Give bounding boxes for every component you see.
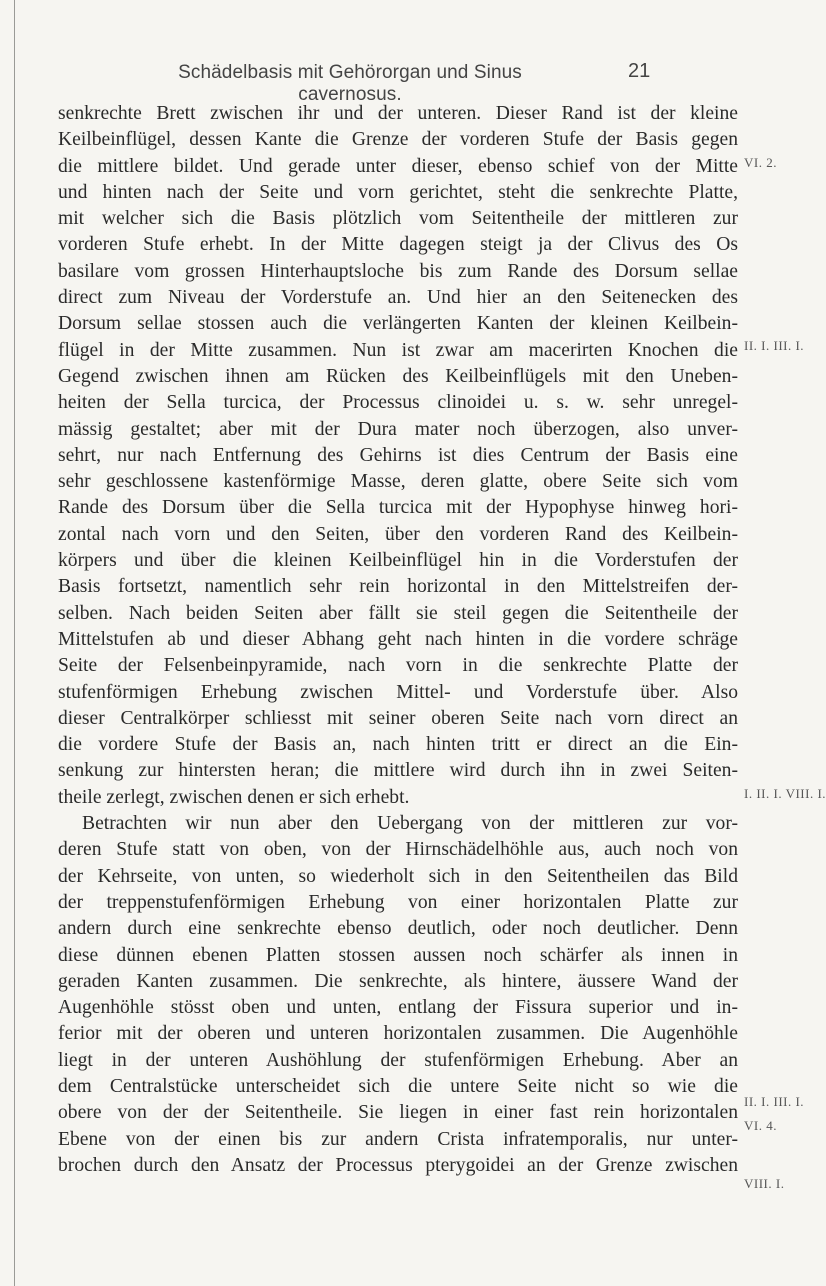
text-line: diese dünnen ebenen Platten stossen aussen noch schärfer als innen in [58,944,738,966]
margin-note: II. I. III. I. [744,1094,805,1109]
text-line: flügel in der Mitte zusammen. Nun ist zwar am macerirten Knochen die [58,339,738,361]
text-line: Betrachten wir nun aber den Uebergang von der mittleren zur vor- [82,813,738,835]
text-line: sehrt, nur nach Entfernung des Gehirns ist dies Centrum der Basis eine [58,444,738,466]
text-line: Seite der Felsenbeinpyramide, nach vorn in die senkrechte Platte der [58,655,738,677]
text-line: Dorsum sellae stossen auch die verlängerten Kanten der kleinen Keilbein- [58,313,738,335]
text-line: Ebene von der einen bis zur andern Crista infratemporalis, nur unter- [58,1128,738,1150]
text-line: Gegend zwischen ihnen am Rücken des Keilbeinflügels mit den Uneben- [58,365,738,387]
text-line: deren Stufe statt von oben, von der Hirnschädelhöhle aus, auch noch von [58,839,738,861]
text-line: obere von der der Seitentheile. Sie liegen in einer fast rein horizontalen [58,1102,738,1124]
text-line: die mittlere bildet. Und gerade unter dieser, ebenso schief von der Mitte [58,155,738,177]
text-line: heiten der Sella turcica, der Processus clinoidei u. s. w. sehr unregel- [58,392,738,414]
page-edge-rule [14,0,15,1286]
margin-note: VI. 2. [744,155,777,170]
margin-note: VIII. I. [744,1176,785,1191]
text-line: ferior mit der oberen und unteren horizontalen zusammen. Die Augenhöhle [58,1023,738,1045]
text-line: stufenförmigen Erhebung zwischen Mittel- und Vorderstufe über. Also [58,681,738,703]
text-line: die vordere Stufe der Basis an, nach hinten tritt er direct an die Ein- [58,734,738,756]
text-line: Rande des Dorsum über die Sella turcica mit der Hypophyse hinweg hori- [58,497,738,519]
running-header: Schädelbasis mit Gehörorgan und Sinus cavernosus. [178,62,522,105]
text-line: mit welcher sich die Basis plötzlich vom Seitentheile der mittleren zur [58,208,738,230]
margin-note: VI. 4. [744,1118,777,1133]
text-line: Keilbeinflügel, dessen Kante die Grenze der vorderen Stufe der Basis gegen [58,129,738,151]
page-number: 21 [628,60,651,82]
text-line: basilare vom grossen Hinterhauptsloche bis zum Rande des Dorsum sellae [58,260,738,282]
text-line: andern durch eine senkrechte ebenso deutlich, oder noch deutlicher. Denn [58,918,738,940]
text-line: mässig gestaltet; aber mit der Dura mater noch überzogen, also unver- [58,418,738,440]
text-line: liegt in der unteren Aushöhlung der stufenförmigen Erhebung. Aber an [58,1049,738,1071]
text-line: und hinten nach der Seite und vorn gerichtet, steht die senkrechte Platte, [58,181,738,203]
text-line: brochen durch den Ansatz der Processus pterygoidei an der Grenze zwischen [58,1154,738,1176]
text-line: körpers und über die kleinen Keilbeinflügel hin in die Vorderstufen der [58,550,738,572]
text-line: Augenhöhle stösst oben und unten, entlang der Fissura superior und in- [58,997,738,1019]
body-text [58,101,738,1179]
text-line: sehr geschlossene kastenförmige Masse, deren glatte, obere Seite sich vom [58,471,738,493]
text-line: Mittelstufen ab und dieser Abhang geht nach hinten in die vordere schräge [58,628,738,650]
text-line: der Kehrseite, von unten, so wiederholt sich in den Seitentheilen das Bild [58,865,738,887]
text-line: Basis fortsetzt, namentlich sehr rein horizontal in den Mittelstreifen der- [58,576,738,598]
text-line: direct zum Niveau der Vorderstufe an. Und hier an den Seitenecken des [58,287,738,309]
text-line: senkung zur hintersten heran; die mittlere wird durch ihn in zwei Seiten- [58,760,738,782]
margin-note: II. I. III. I. [744,338,805,353]
margin-note: I. II. I. VIII. I. [744,786,826,801]
text-line: selben. Nach beiden Seiten aber fällt sie steil gegen die Seitentheile der [58,602,738,624]
text-line: der treppenstufenförmigen Erhebung von einer horizontalen Platte zur [58,891,738,913]
text-line: zontal nach vorn und den Seiten, über den vorderen Rand des Keilbein- [58,523,738,545]
text-line: senkrechte Brett zwischen ihr und der unteren. Dieser Rand ist der kleine [58,103,738,124]
text-line: dem Centralstücke unterscheidet sich die untere Seite nicht so wie die [58,1075,738,1097]
text-line: geraden Kanten zusammen. Die senkrechte, als hintere, äussere Wand der [58,970,738,992]
text-line: theile zerlegt, zwischen denen er sich erhebt. [58,786,410,808]
text-line: dieser Centralkörper schliesst mit seiner oberen Seite nach vorn direct an [58,707,738,729]
text-line: vorderen Stufe erhebt. In der Mitte dagegen steigt ja der Clivus des Os [58,234,738,256]
